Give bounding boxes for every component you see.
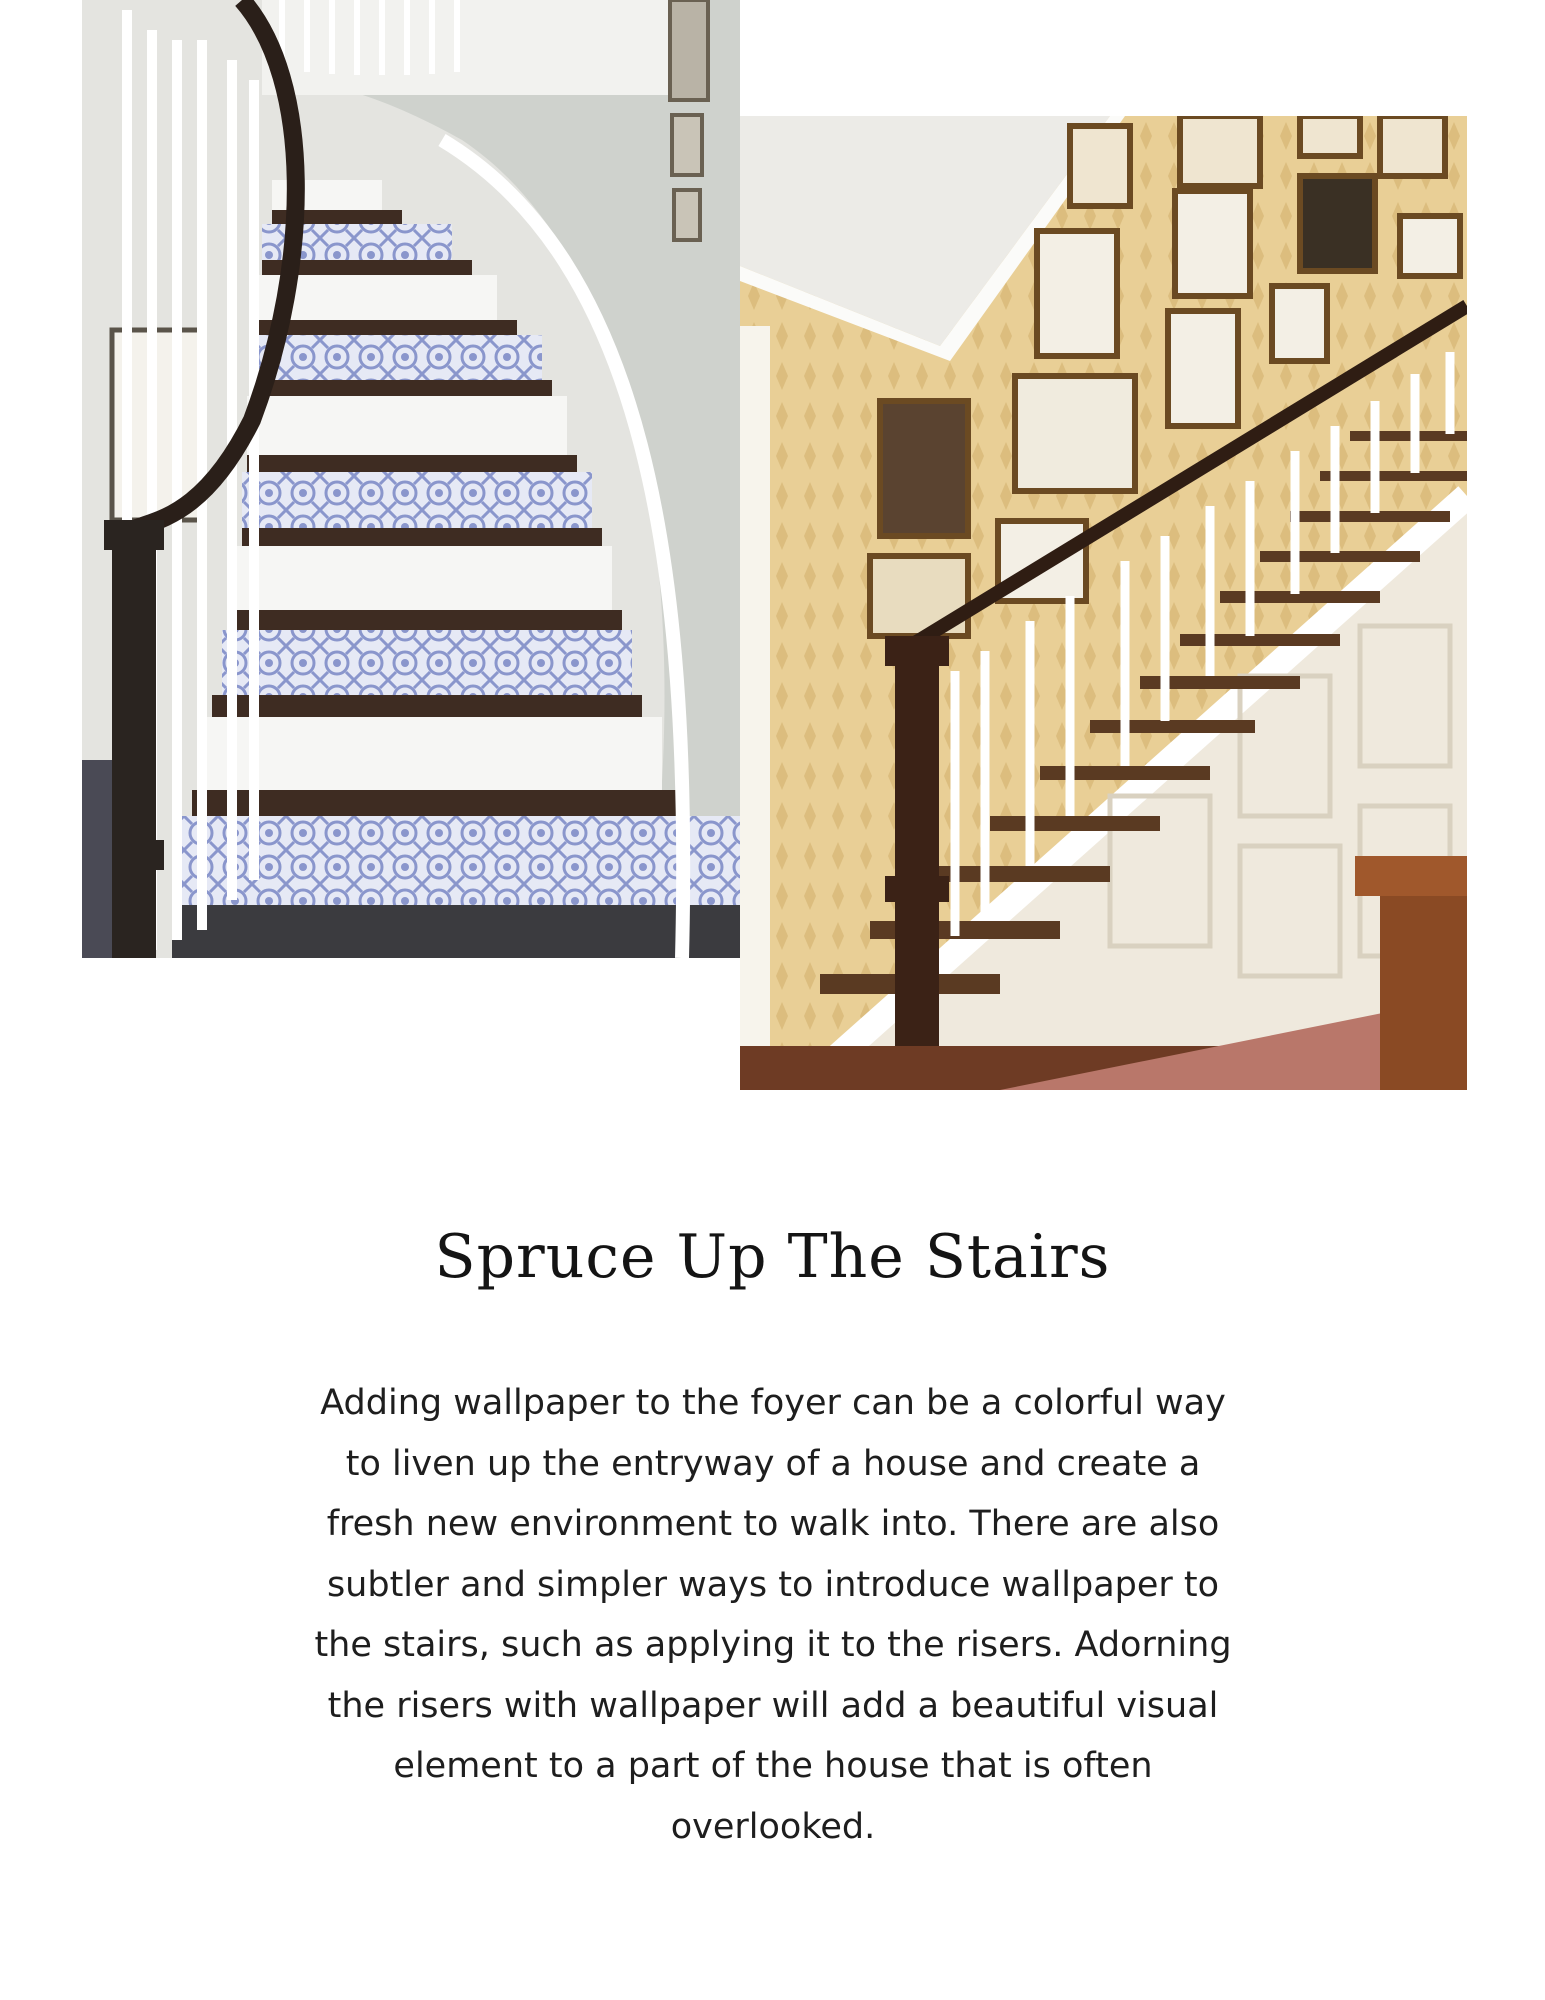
- staircase-photo-icon: [740, 116, 1467, 1090]
- section-body: Adding wallpaper to the foyer can be a colorful way to liven up the entryway of a house and create a fresh new environment to walk into. There are also subtler and simpler ways to introduce wallpaper to the stairs, such as applying it to the risers. Adorning the risers with wallpaper will add a beautiful visual element to a part of the house that is often overlooked.: [314, 1383, 1232, 1847]
- staircase-photo-icon: [82, 0, 740, 958]
- staircase-photo-left: [82, 0, 740, 958]
- staircase-photo-right: [740, 116, 1467, 1090]
- section-title: Spruce Up The Stairs: [434, 1222, 1111, 1292]
